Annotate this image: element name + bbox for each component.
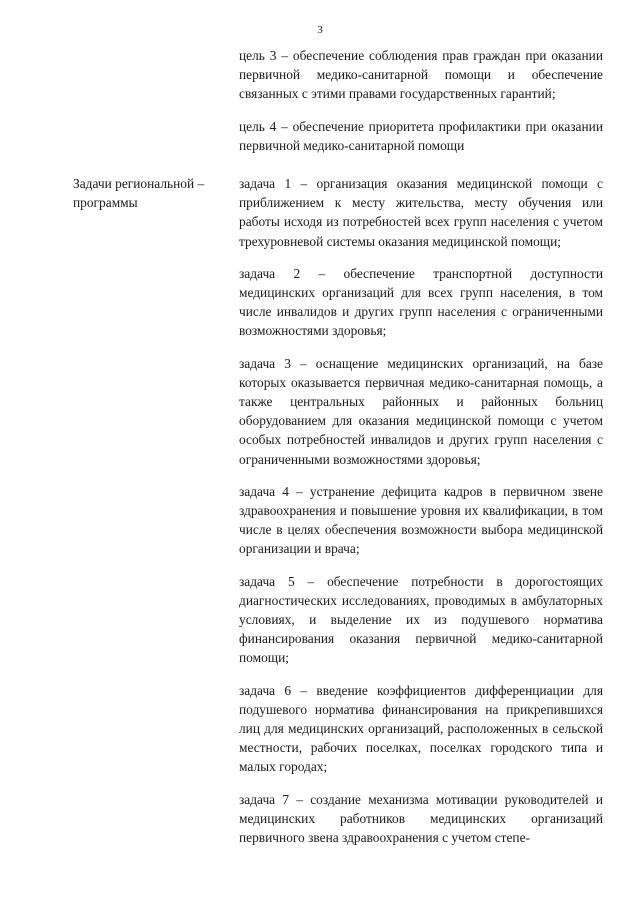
task-paragraph: задача 2 – обеспечение транспортной доступности медицинских организаций для всех групп населения, в том числе инвалидов и других групп населения с ограниченными возможностями здоровья; xyxy=(239,265,603,339)
task-paragraph: задача 4 – устранение дефицита кадров в первичном звене здравоохранения и повышение уровня их квалификации, в том числе в целях обеспечения возможности выбора медицинской организации и врача; xyxy=(239,483,603,557)
goal-paragraph: цель 3 – обеспечение соблюдения прав граждан при оказании первичной медико-санитарной помощи и обеспечение связанных с этими правами государственных гарантий; xyxy=(239,48,603,102)
page-number: 3 xyxy=(317,24,323,36)
task-paragraph: задача 6 – введение коэффициентов дифференциации для подушевого норматива финансирования на прикрепившихся лиц для медицинских организаций, расположенных в сельской местности, рабочих поселках, поселках городского типа и малых городах; xyxy=(239,682,603,775)
task-paragraph: задача 1 – организация оказания медицинской помощи с приближением к месту жительства, месту обучения или работы исходя из потребностей всех групп населения с учетом трехуровневой системы оказания медицинской помощи; xyxy=(239,176,603,249)
task-paragraph: задача 7 – создание механизма мотивации руководителей и медицинских работников медицинских организаций первичного звена здравоохранения с учетом степе- xyxy=(239,791,603,846)
tasks-list xyxy=(239,174,603,860)
task-paragraph: задача 5 – обеспечение потребности в дорогостоящих диагностических исследованиях, проводимых в амбулаторных условиях, и выделение их из подушевого норматива финансирования оказания первичной медико-санитарной помощи; xyxy=(239,573,603,666)
goal-paragraph: цель 4 – обеспечение приоритета профилактики при оказании первичной медико-санитарной помощи xyxy=(239,118,603,153)
goals-continued-block xyxy=(239,46,603,168)
tasks-section-label: Задачи региональной – программы xyxy=(73,176,205,210)
task-paragraph: задача 3 – оснащение медицинских организаций, на базе которых оказывается первичная медико-санитарная помощь, а также центральных районных и районных больниц оборудованием для оказания медицинской помощи с учетом особых потребностей инвалидов и других групп населения с ограниченными возможностями здоровья; xyxy=(239,355,603,467)
